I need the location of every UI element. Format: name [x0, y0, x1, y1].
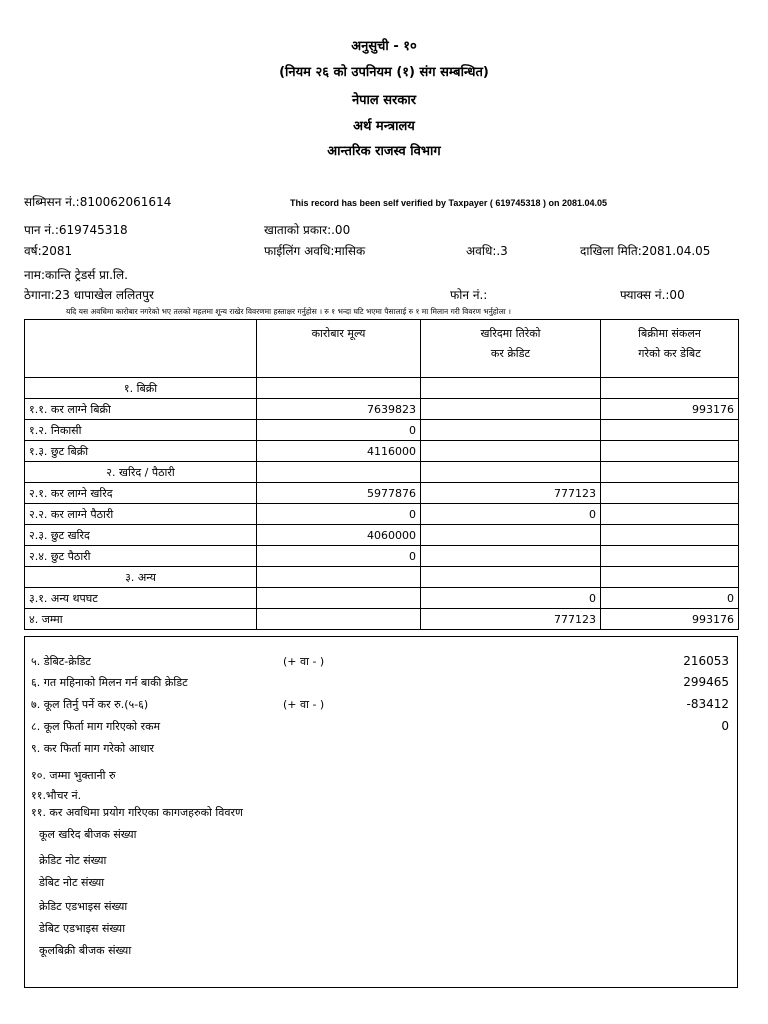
row-debit — [601, 525, 739, 546]
table-row — [25, 546, 739, 567]
credit-advice-count-label: क्रेडिट एडभाइस संख्या — [39, 900, 128, 913]
debit-note-count-label: डेबिट नोट संख्या — [39, 876, 105, 889]
table-row — [25, 462, 739, 483]
row-label: १.३. छुट बिक्री — [25, 441, 257, 462]
phone-number: फोन नं.: — [450, 288, 488, 302]
verified-note: This record has been self verified by Taxpayer ( 619745318 ) on 2081.04.05 — [290, 198, 607, 208]
row-value: 4116000 — [257, 441, 421, 462]
table-row — [25, 588, 739, 609]
schedule-title: अनुसुची - १० — [351, 39, 417, 54]
row-debit — [601, 420, 739, 441]
row-value: 0 — [257, 420, 421, 441]
row-debit — [601, 441, 739, 462]
row-value: 0 — [257, 546, 421, 567]
row-label: २.४. छुट पैठारी — [25, 546, 257, 567]
header-blank-cell — [25, 320, 257, 378]
table-row — [25, 504, 739, 525]
refund-claimed-value: 0 — [721, 719, 729, 733]
period: अवधि:.3 — [466, 244, 508, 258]
taxpayer-name: नाम:कान्ति ट्रेडर्स प्रा.लि. — [24, 268, 128, 282]
credit-note-count-label: क्रेडिट नोट संख्या — [39, 854, 107, 867]
header-credit-line2: कर क्रेडिट — [490, 347, 531, 360]
row-value: 0 — [257, 504, 421, 525]
vat-return-table — [24, 319, 739, 630]
debit-advice-count-label: डेबिट एडभाइस संख्या — [39, 922, 126, 935]
taxpayer-address: ठेगाना:23 धापाखेल ललितपुर — [24, 288, 154, 302]
purchase-invoice-count-label: कूल खरिद बीजक संख्या — [39, 828, 137, 841]
header-debit-line1: बिक्रीमा संकलन — [638, 327, 701, 340]
row-credit — [421, 462, 601, 483]
row-credit — [421, 567, 601, 588]
header-credit-line1: खरिदमा तिरेको — [480, 327, 541, 340]
table-row — [25, 378, 739, 399]
row-label: २.२. कर लाग्ने पैठारी — [25, 504, 257, 525]
row-label: १. बिक्री — [25, 378, 257, 399]
refund-basis-label: ९. कर फिर्ता माग गरेको आधार — [31, 742, 155, 755]
table-row — [25, 420, 739, 441]
row-value — [257, 462, 421, 483]
header-sales-debit — [601, 320, 739, 378]
table-row — [25, 441, 739, 462]
total-payable-sign: (+ वा - ) — [283, 698, 325, 711]
instruction-notice: यदि यस अवधिमा कारोबार नगरेको भए तलको महलमा शून्य राखेर विवरणमा हस्ताक्षर गर्नुहोस । रु १ भन्दा घटि भएमा पैसालाई रु १ मा मिलान गरी विवरण भर्नुहोला । — [66, 307, 511, 316]
row-credit — [421, 378, 601, 399]
row-credit — [421, 546, 601, 567]
documents-used-label: ११. कर अवधिमा प्रयोग गरिएका कागजहरुको विवरण — [31, 806, 243, 819]
refund-claimed-label: ८. कूल फिर्ता माग गरिएको रकम — [31, 720, 161, 733]
row-value — [257, 567, 421, 588]
header-debit-line2: गरेको कर डेबिट — [638, 347, 701, 360]
total-payment-label: १०. जम्मा भुक्तानी रु — [31, 769, 116, 782]
row-debit: 993176 — [601, 609, 739, 630]
row-label: २.१. कर लाग्ने खरिद — [25, 483, 257, 504]
debit-credit-label: ५. डेबिट-क्रेडिट — [31, 655, 91, 668]
previous-credit-label: ६. गत महिनाको मिलन गर्न बाकी क्रेडिट — [31, 676, 188, 689]
row-debit — [601, 378, 739, 399]
row-value — [257, 609, 421, 630]
row-credit — [421, 420, 601, 441]
row-value: 4060000 — [257, 525, 421, 546]
debit-credit-value: 216053 — [683, 654, 729, 668]
row-credit — [421, 399, 601, 420]
row-credit: 0 — [421, 504, 601, 525]
row-value — [257, 588, 421, 609]
submission-number: सब्मिसन नं.:810062061614 — [24, 195, 172, 209]
table-row — [25, 525, 739, 546]
total-payable-value: -83412 — [686, 697, 729, 711]
row-label: ३.१. अन्य थपघट — [25, 588, 257, 609]
row-debit: 0 — [601, 588, 739, 609]
filing-date: दाखिला मिति:2081.04.05 — [580, 244, 711, 258]
row-debit — [601, 483, 739, 504]
row-value: 7639823 — [257, 399, 421, 420]
department-name: आन्तरिक राजस्व विभाग — [327, 144, 441, 159]
row-debit — [601, 546, 739, 567]
row-credit: 777123 — [421, 483, 601, 504]
row-value — [257, 378, 421, 399]
fax-number: फ्याक्स नं.:00 — [620, 288, 685, 302]
debit-credit-sign: (+ वा - ) — [283, 655, 325, 668]
account-type: खाताको प्रकार:.00 — [264, 223, 351, 237]
fiscal-year: वर्ष:2081 — [24, 244, 73, 258]
row-debit — [601, 462, 739, 483]
row-debit — [601, 504, 739, 525]
row-label: २.३. छुट खरिद — [25, 525, 257, 546]
table-row — [25, 483, 739, 504]
row-debit — [601, 567, 739, 588]
row-label: २. खरिद / पैठारी — [25, 462, 257, 483]
row-value: 5977876 — [257, 483, 421, 504]
row-credit — [421, 441, 601, 462]
row-label: ४. जम्मा — [25, 609, 257, 630]
pan-number: पान नं.:619745318 — [24, 223, 128, 237]
ministry-name: अर्थ मन्त्रालय — [353, 119, 415, 134]
header-transaction-value: कारोबार मूल्य — [257, 320, 421, 378]
header-purchase-credit — [421, 320, 601, 378]
filing-period: फाईलिंग अवधि:मासिक — [264, 244, 366, 258]
previous-credit-value: 299465 — [683, 675, 729, 689]
row-label: ३. अन्य — [25, 567, 257, 588]
row-label: १.२. निकासी — [25, 420, 257, 441]
summary-box — [24, 636, 738, 988]
voucher-number-label: ११.भौचर नं. — [31, 789, 82, 802]
table-header-row — [25, 320, 739, 378]
row-credit: 0 — [421, 588, 601, 609]
rule-reference: (नियम २६ को उपनियम (१) संग सम्बन्धित) — [279, 65, 489, 80]
table-row — [25, 399, 739, 420]
government-name: नेपाल सरकार — [351, 93, 417, 108]
total-payable-label: ७. कूल तिर्नु पर्ने कर रु.(५-६) — [31, 698, 149, 711]
row-label: १.१. कर लाग्ने बिक्री — [25, 399, 257, 420]
sales-invoice-count-label: कूलबिक्री बीजक संख्या — [39, 944, 132, 957]
table-row — [25, 567, 739, 588]
row-credit: 777123 — [421, 609, 601, 630]
row-credit — [421, 525, 601, 546]
row-debit: 993176 — [601, 399, 739, 420]
table-total-row — [25, 609, 739, 630]
